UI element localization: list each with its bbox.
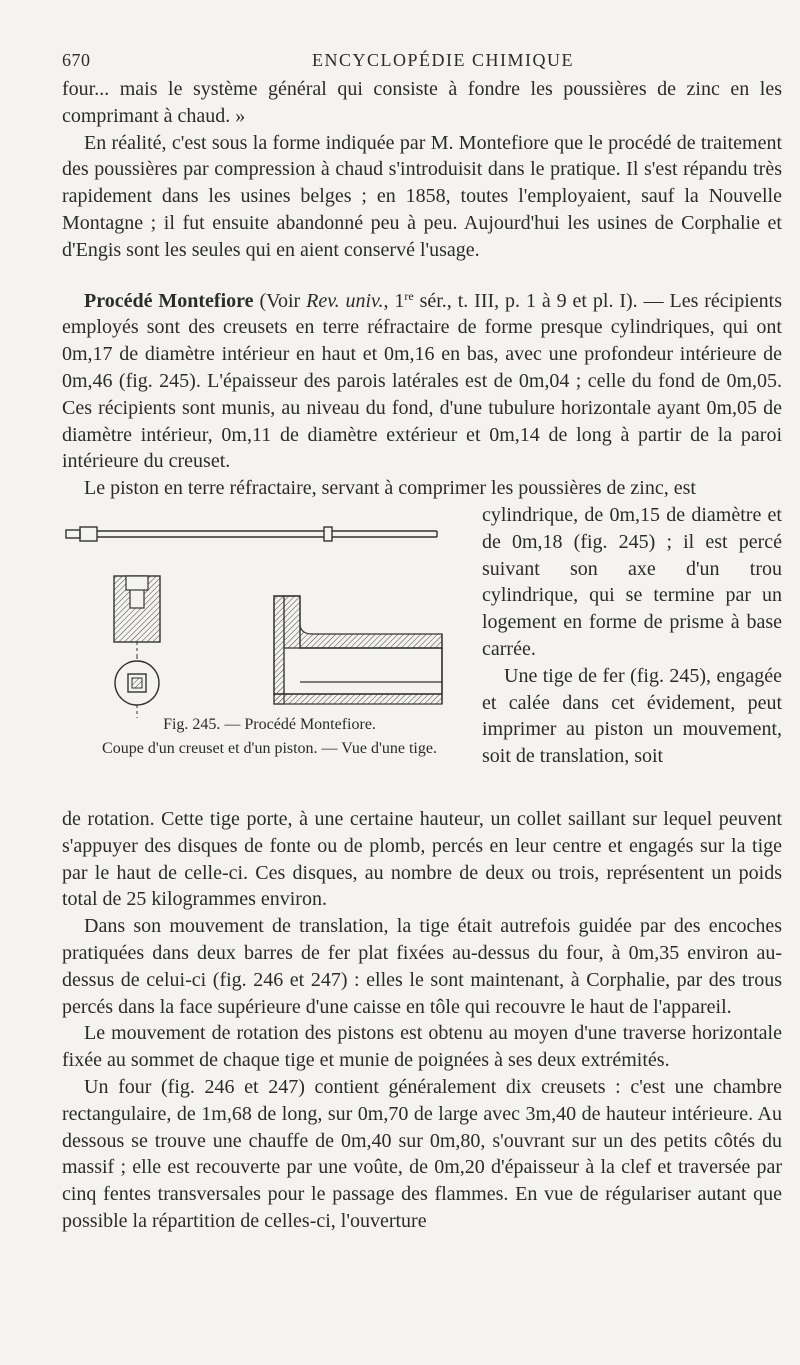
paragraph-rod-continued: de rotation. Cette tige porte, à une certaine hauteur, un collet saillant sur lequel peuvent s'appuyer des disques de fonte ou de plomb, percés en leur centre et engagés sur la tige par le haut de celle-ci. Ces disques, au nombre de deux ou trois, représentent un poids total de 25 kilogrammes environ. [62,807,782,911]
paragraph-piston-side: cylindrique, de 0m,15 de diamètre et de 0m,18 (fig. 245) ; il est percé suivant son axe d'un trou cylindrique, qui se termine par un logement en forme de prisme à base carrée. [482,503,782,660]
side-column [482,502,782,770]
paragraph-practice: En réalité, c'est sous la forme indiquée par M. Montefiore que le procédé de traitement des poussières par compression à chaud s'introduisit dans le pratique. Il s'est répandu très rapidement dans les usines belges ; en 1858, toutes l'employaient, sauf la Nouvelle Montagne ; il fut ensuite abandonné peu à peu. Aujourd'hui les usines de Corphalie et d'Engis sont les seules qui en aient conservé l'usage. [62,131,782,261]
paragraph-montefiore: Procédé Montefiore (Voir Rev. univ., 1re sér., t. III, p. 1 à 9 et pl. I). — Les récipients employés sont des creusets en terre réfractaire de forme presque cylindriques, qui ont 0m,17 de diamètre intérieur en haut et 0m,16 en bas, avec une profondeur intérieure de 0m,46 (fig. 245). L'épaisseur des parois latérales est de 0m,04 ; celle du fond de 0m,05. Ces récipients sont munis, au niveau du fond, d'une tubulure horizontale ayant 0m,05 de diamètre intérieur, 0m,11 de diamètre extérieur et 0m,14 de long à partir de la paroi intérieure du creuset. [62,288,783,473]
piston-section-drawing [114,576,160,656]
figure-drawing [62,506,477,720]
journal-ref: Rev. univ. [306,289,384,312]
page-header [62,42,782,76]
running-title: ENCYCLOPÉDIE CHIMIQUE [312,50,574,70]
figure-245 [62,506,477,806]
paragraph-crucible-body: Les récipients employés sont des creusets en terre réfractaire de forme presque cylindriques, qui ont 0m,17 de diamètre intérieur en haut et 0m,16 en bas, avec une profondeur intérieure de 0m,46 (fig. 245). L'épaisseur des parois latérales est de 0m,04 ; celle du fond de 0m,05. Ces récipients sont munis, au niveau du fond, d'une tubulure horizontale ayant 0m,05 de diamètre intérieur, 0m,11 de diamètre extérieur et 0m,14 de long à partir de la paroi intérieure du creuset. [62,289,783,473]
paragraph-translation: Dans son mouvement de translation, la tige était autrefois guidée par des encoches pratiquées dans deux barres de fer plat fixées au-dessus du four, à 0m,35 environ au-dessus de celui-ci (fig. 246 et 247) : elles le sont maintenant, à Corphalie, par des trous percés dans la face supérieure d'une caisse en tôle qui recouvre le haut de l'appareil. [62,915,782,1018]
figure-block [62,502,782,806]
rod-drawing [66,527,437,541]
paragraph-furnace: Un four (fig. 246 et 247) contient généralement dix creusets : c'est une chambre rectangulaire, de 1m,68 de long, sur 0m,70 de large avec 3m,40 de hauteur intérieure. Au dessous se trouve une chauffe de 0m,40 sur 0m,80, s'ouvrant sur un des petits côtés du massif ; elle est recouverte par une voûte, de 0m,20 d'épaisseur à la clef et traversée par cinq fentes transversales pour le passage des flammes. En vue de régulariser autant que possible la répartition de celles-ci, l'ouverture [62,1075,782,1232]
figure-caption-sub: Coupe d'un creuset et d'un piston. — Vue d'une tige. [102,739,437,757]
page [62,42,782,1235]
paragraph-rotation: Le mouvement de rotation des pistons est obtenu au moyen d'une traverse horizontale fixée au sommet de chaque tige et munie de poignées à ses deux extrémités. [62,1022,782,1072]
figure-caption: Fig. 245. — Procédé Montefiore. [163,715,376,733]
page-number: 670 [62,50,91,70]
paragraph-continued: four... mais le système général qui consiste à fondre les poussières de zinc en les comprimant à chaud. » [62,78,782,127]
paragraph-rod-side: Une tige de fer (fig. 245), engagée et calée dans cet évidement, peut imprimer au piston un mouvement, soit de translation, soit [482,664,782,768]
piston-plan-drawing [115,656,159,718]
crucible-section-drawing [274,596,442,704]
paragraph-piston-start: Le piston en terre réfractaire, servant à comprimer les poussières de zinc, est [84,477,696,500]
section-title: Procédé Montefiore [84,289,254,312]
